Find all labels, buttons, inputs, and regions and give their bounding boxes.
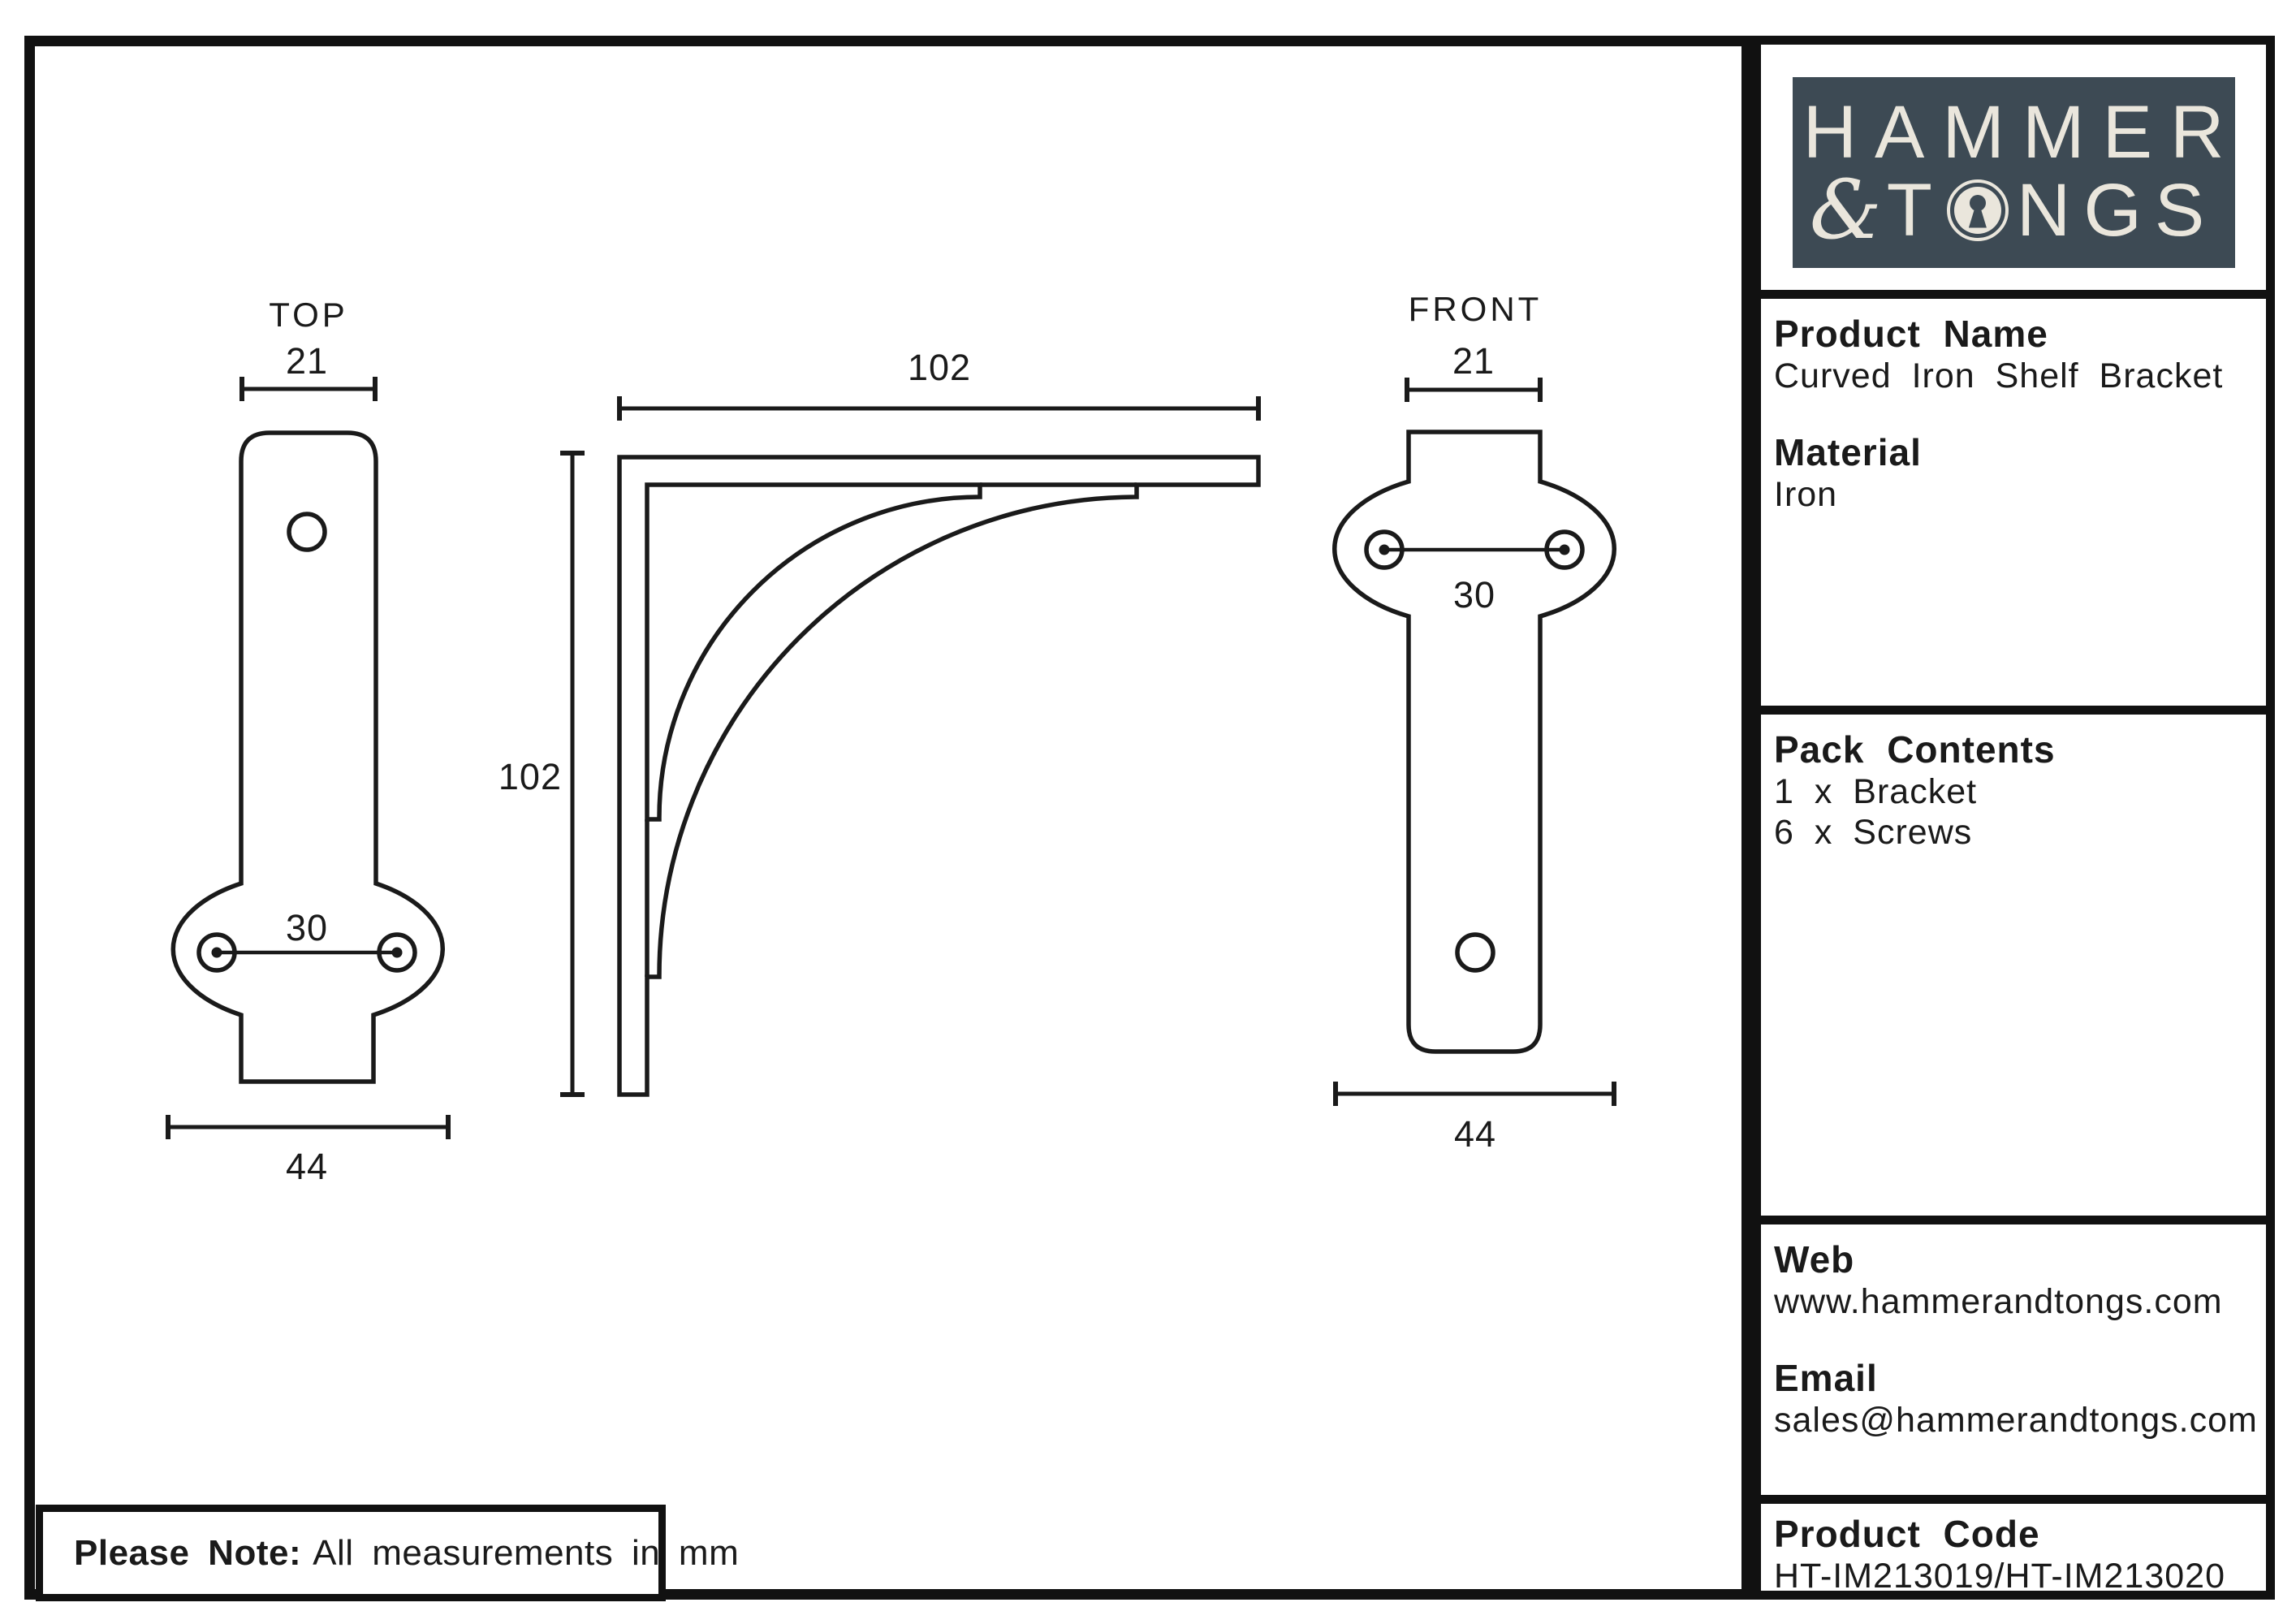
keyhole-stem [1969, 207, 1987, 228]
logo-word-hammer: HAMMER [1802, 90, 2242, 174]
logo-ampersand: & [1809, 162, 1882, 257]
note-label: Please Note: [74, 1532, 302, 1573]
material-value: Iron [1774, 475, 1838, 514]
top-hole-spacing-label: 30 [285, 907, 329, 948]
front-view-outline [1335, 432, 1615, 1052]
material-heading: Material [1774, 431, 1922, 473]
side-view [498, 347, 1258, 1095]
hammer-and-tongs-logo [1793, 77, 2242, 268]
pack-contents-item: 1 x Bracket [1774, 772, 1978, 811]
pack-contents-section [1761, 706, 2266, 1216]
measurement-note [36, 1505, 740, 1601]
product-name-value: Curved Iron Shelf Bracket [1774, 356, 2224, 395]
web-heading: Web [1774, 1238, 1855, 1281]
side-height-dim-line [560, 453, 585, 1095]
top-width-dim-label: 21 [285, 340, 329, 382]
top-base-dim-label: 44 [285, 1146, 329, 1187]
front-view [1335, 290, 1615, 1155]
top-screw-hole [289, 514, 325, 550]
pack-contents-item: 6 x Screws [1774, 813, 1973, 852]
front-base-dim-line [1336, 1082, 1614, 1106]
logo-section [1761, 45, 2266, 290]
front-view-label: FRONT [1408, 290, 1543, 328]
product-name-heading: Product Name [1774, 313, 2048, 355]
front-base-holes [1366, 532, 1582, 568]
info-sidebar [1752, 36, 2275, 1600]
side-length-dim-line [619, 396, 1258, 421]
contact-section [1761, 1216, 2266, 1495]
front-screw-hole [1457, 935, 1493, 970]
product-code-value: HT-IM213019/HT-IM213020 [1774, 1557, 2225, 1596]
top-view-outline [173, 433, 442, 1082]
product-info-section [1761, 290, 2266, 706]
logo-word-tongs [1809, 162, 2218, 257]
top-view [168, 296, 448, 1187]
email-value: sales@hammerandtongs.com [1774, 1401, 2258, 1440]
side-length-dim-label: 102 [907, 347, 972, 388]
front-base-dim-label: 44 [1453, 1113, 1497, 1155]
web-value: www.hammerandtongs.com [1774, 1282, 2223, 1321]
keyhole-o-icon [1947, 179, 2009, 241]
logo-letters-ngs: NGS [2016, 168, 2218, 252]
front-hole-spacing-label: 30 [1452, 574, 1496, 615]
logo-letter-t: T [1886, 168, 1945, 252]
side-bracket-outline [619, 457, 1258, 1095]
product-code-heading: Product Code [1774, 1513, 2040, 1555]
note-text: All measurements in mm [313, 1532, 740, 1573]
front-width-dim-label: 21 [1452, 340, 1495, 382]
top-view-label: TOP [269, 296, 348, 334]
side-bracket-inner-lines [647, 485, 980, 819]
pack-contents-heading: Pack Contents [1774, 728, 2056, 771]
keyhole-disc [1954, 187, 2001, 234]
email-heading: Email [1774, 1357, 1878, 1399]
top-base-dim-line [168, 1115, 448, 1139]
product-code-section [1761, 1495, 2266, 1596]
side-height-dim-label: 102 [498, 756, 562, 797]
